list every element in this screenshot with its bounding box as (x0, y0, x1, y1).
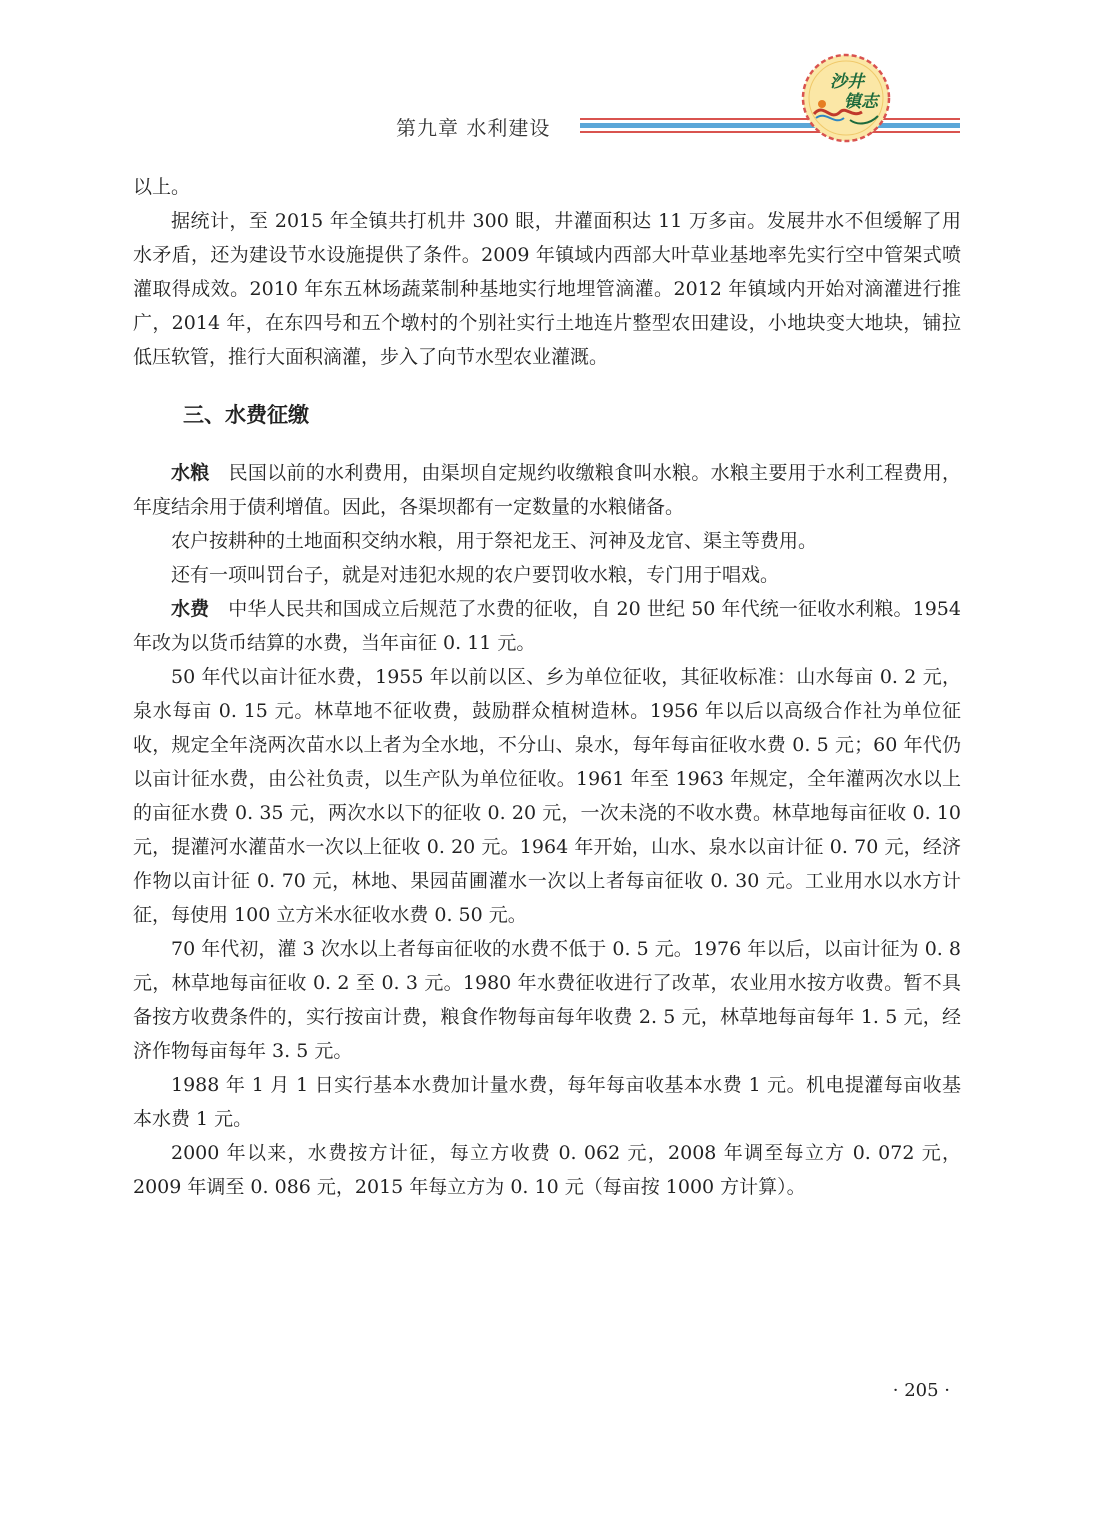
paragraph-5: 还有一项叫罚台子，就是对违犯水规的农户要罚收水粮，专门用于唱戏。 (171, 564, 780, 586)
page-body (133, 170, 961, 1204)
header-rule-red-top (580, 118, 960, 120)
term-water-grain: 水粮 (171, 462, 210, 484)
page-number: · 205 · (892, 1380, 950, 1401)
paragraph-2: 据统计，至 2015 年全镇共打机井 300 眼，井灌面积达 11 万多亩。发展井水不但缓解了用水矛盾，还为建设节水设施提供了条件。2009 年镇域内西部大叶草业基地率先实行空中管架式喷灌取得成效。2010 年东五林场蔬菜制种基地实行地埋管滴灌。2012 年镇域内开始对滴灌进行推广，2014 年，在东四号和五个墩村的个别社实行土地连片整型农田建设，小地块变大地块，铺拉低压软管，推行大面积滴灌，步入了向节水型农业灌溉。 (133, 210, 961, 368)
term-water-fee: 水费 (171, 598, 210, 620)
book-seal-logo (800, 52, 892, 144)
paragraph-10: 2000 年以来，水费按方计征，每立方收费 0. 062 元，2008 年调至每立方 0. 072 元，2009 年调至 0. 086 元，2015 年每立方为 0. 10 元（每亩按 1000 方计算）。 (133, 1142, 961, 1198)
paragraph-1: 以上。 (133, 176, 191, 198)
section-heading: 三、水费征缴 (183, 403, 309, 427)
header-rule-blue (580, 123, 960, 128)
header-rule (580, 118, 960, 134)
paragraph-water-fee (133, 592, 961, 660)
paragraph-4: 农户按耕种的土地面积交纳水粮，用于祭祀龙王、河神及龙官、渠主等费用。 (171, 530, 818, 552)
seal-text-line1: 沙井 (830, 72, 864, 92)
paragraph-water-grain-text: 民国以前的水利费用，由渠坝自定规约收缴粮食叫水粮。水粮主要用于水利工程费用，年度结余用于债利增值。因此，各渠坝都有一定数量的水粮储备。 (133, 462, 961, 518)
chapter-title: 第九章 水利建设 (396, 116, 551, 140)
header-rule-red-bottom (580, 131, 960, 133)
paragraph-water-grain (133, 456, 961, 524)
page-header (0, 0, 1093, 160)
paragraph-7: 50 年代以亩计征水费，1955 年以前以区、乡为单位征收，其征收标准：山水每亩 0. 2 元，泉水每亩 0. 15 元。林草地不征收费，鼓励群众植树造林。1956 年以后以高级合作社为单位征收，规定全年浇两次苗水以上者为全水地，不分山、泉水，每年每亩征收水费 0. 5 元；60 年代仍以亩计征水费，由公社负责，以生产队为单位征收。1961 年至 1963 年规定，全年灌两次水以上的亩征水费 0. 35 元，两次水以下的征收 0. 20 元，一次未浇的不收水费。林草地每亩征收 0. 10 元，提灌河水灌苗水一次以上征收 0. 20 元。1964 年开始，山水、泉水以亩计征 0. 70 元，经济作物以亩计征 0. 70 元，林地、果园苗圃灌水一次以上者每亩征收 0. 30 元。工业用水以水方计征，每使用 100 立方米水征收水费 0. 50 元。 (133, 666, 961, 926)
seal-text-line2: 镇志 (844, 92, 878, 112)
paragraph-8: 70 年代初，灌 3 次水以上者每亩征收的水费不低于 0. 5 元。1976 年以后，以亩计征为 0. 8 元，林草地每亩征收 0. 2 至 0. 3 元。1980 年水费征收进行了改革，农业用水按方收费。暂不具备按方收费条件的，实行按亩计费，粮食作物每亩每年收费 2. 5 元，林草地每亩每年 1. 5 元，经济作物每亩每年 3. 5 元。 (133, 938, 961, 1062)
paragraph-9: 1988 年 1 月 1 日实行基本水费加计量水费，每年每亩收基本水费 1 元。机电提灌每亩收基本水费 1 元。 (133, 1074, 961, 1130)
paragraph-water-fee-text: 中华人民共和国成立后规范了水费的征收，自 20 世纪 50 年代统一征收水利粮。1954 年改为以货币结算的水费，当年亩征 0. 11 元。 (133, 598, 961, 654)
